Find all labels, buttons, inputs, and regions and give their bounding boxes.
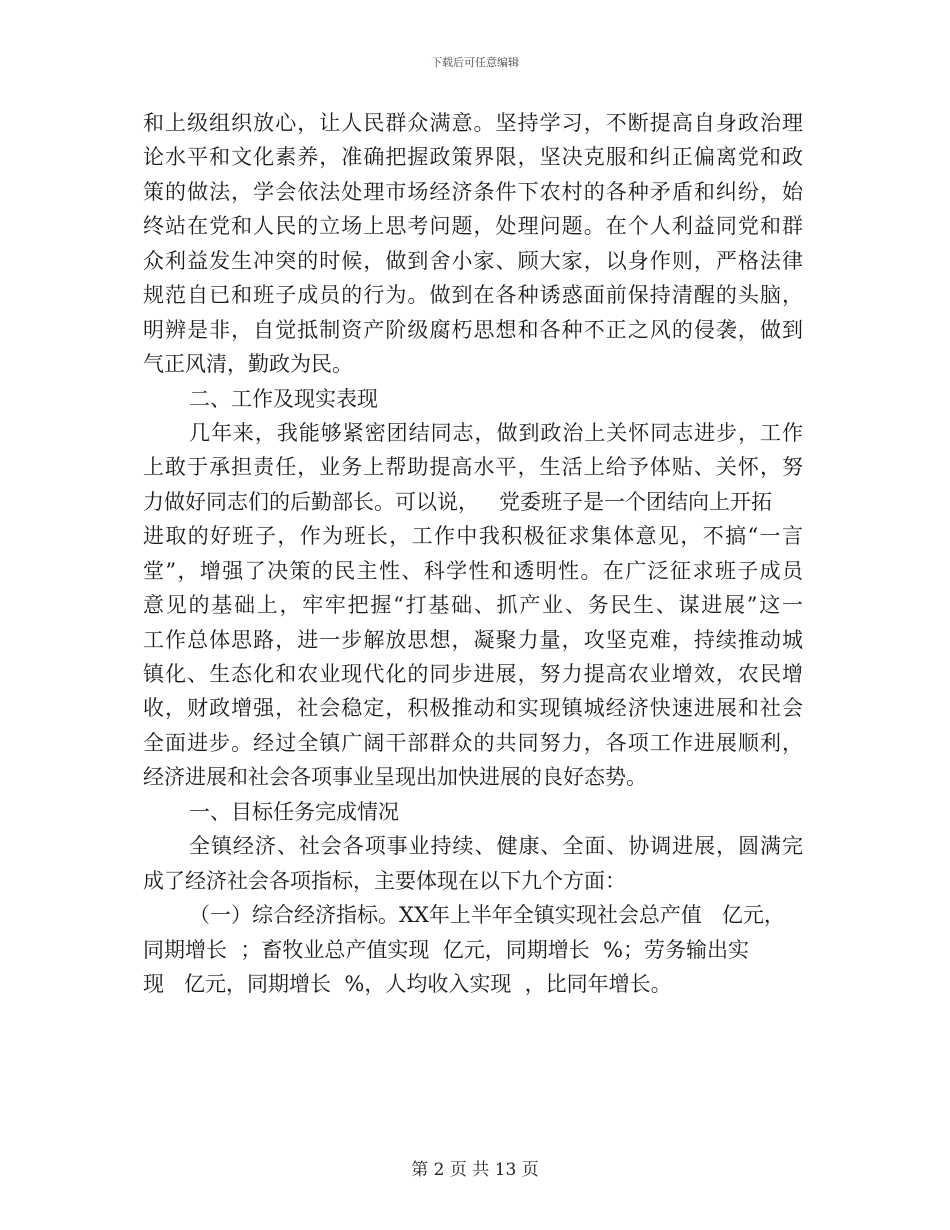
- text-line: 明辨是非，自觉抵制资产阶级腐朽思想和各种不正之风的侵袭，做到: [143, 317, 803, 342]
- text-line: 上敢于承担责任，业务上帮助提高水平，生活上给予体贴、关怀，努: [143, 455, 803, 480]
- page-number: 第 2 页 共 13 页: [411, 1160, 539, 1180]
- text-line: 众利益发生冲突的时候，做到舍小家、顾大家，以身作则，严格法律: [143, 248, 803, 273]
- text-line: 堂”，增强了决策的民主性、科学性和透明性。在广泛征求班子成员: [143, 558, 803, 583]
- document-body: [143, 106, 803, 1001]
- text-line: 全镇经济、社会各项事业持续、健康、全面、协调进展，圆满完: [189, 834, 803, 859]
- text-line: 意见的基础上，牢牢把握“打基础、抓产业、务民生、谋进展”这一: [143, 593, 803, 618]
- text-line: 终站在党和人民的立场上思考问题，处理问题。在个人利益同党和群: [143, 214, 803, 239]
- text-line: 力做好同志们的后勤部长。可以说， 党委班子是一个团结向上开拓: [143, 489, 773, 514]
- text-line: 进取的好班子，作为班长，工作中我积极征求集体意见，不搞“一言: [143, 524, 803, 549]
- text-line: 工作总体思路，进一步解放思想，凝聚力量，攻坚克难，持续推动城: [143, 627, 803, 652]
- text-line: 论水平和文化素养，准确把握政策界限，坚决克服和纠正偏离党和政: [143, 145, 803, 170]
- text-line: 收，财政增强，社会稳定，积极推动和实现镇城经济快速进展和社会: [143, 696, 803, 721]
- text-line: 镇化、生态化和农业现代化的同步进展，努力提高农业增效，农民增: [143, 662, 803, 686]
- section-heading: 二、工作及现实表现: [189, 386, 378, 411]
- text-line: （一）综合经济指标。XX年上半年全镇实现社会总产值 亿元，: [189, 903, 785, 928]
- text-line: 同期增长 ；畜牧业总产值实现 亿元，同期增长 %；劳务输出实: [143, 937, 750, 962]
- text-line: 气正风清，勤政为民。: [143, 352, 353, 377]
- text-line: 策的做法，学会依法处理市场经济条件下农村的各种矛盾和纠纷，始: [143, 179, 803, 204]
- text-line: 几年来，我能够紧密团结同志，做到政治上关怀同志进步，工作: [189, 420, 803, 445]
- page-header-note: 下载后可任意编辑: [431, 56, 519, 69]
- text-line: 规范自已和班子成员的行为。做到在各种诱惑面前保持清醒的头脑，: [143, 283, 803, 308]
- text-line: 和上级组织放心，让人民群众满意。坚持学习，不断提高自身政治理: [143, 111, 803, 135]
- section-heading: 一、目标任务完成情况: [189, 799, 399, 824]
- text-line: 经济进展和社会各项事业呈现出加快进展的良好态势。: [143, 765, 647, 790]
- text-line: 全面进步。经过全镇广阔干部群众的共同努力，各项工作进展顺利，: [143, 730, 803, 755]
- text-line: 成了经济社会各项指标，主要体现在以下九个方面：: [143, 868, 626, 893]
- text-line: 现 亿元，同期增长 %，人均收入实现 ，比同年增长。: [143, 971, 672, 996]
